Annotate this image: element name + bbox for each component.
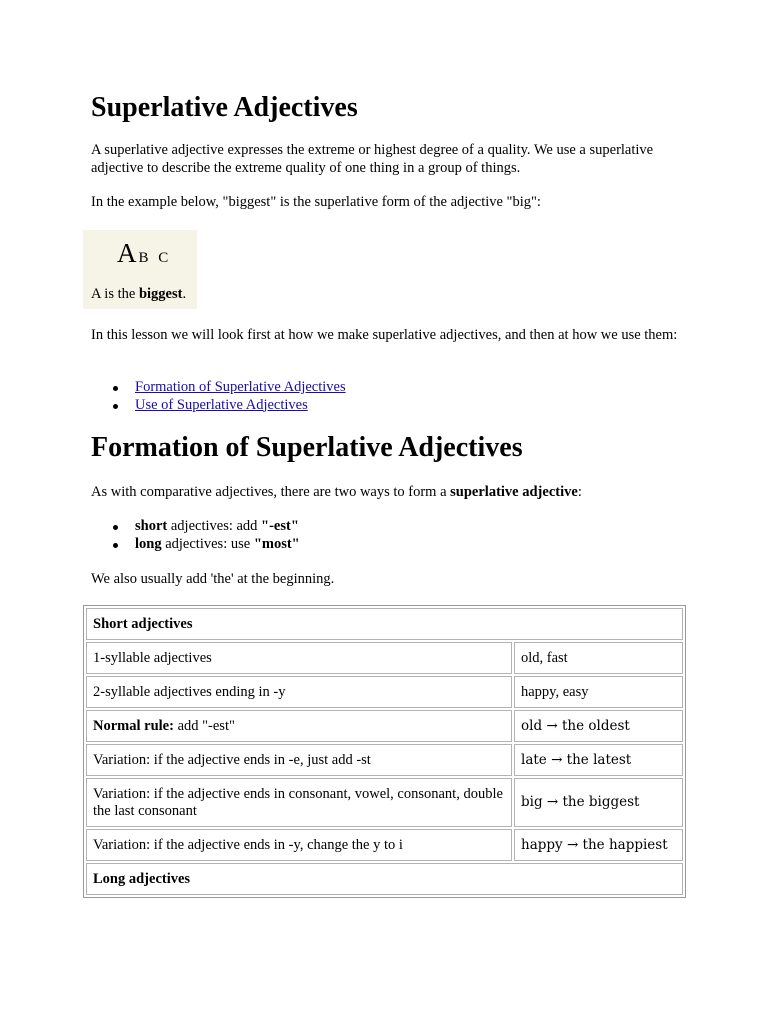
normal-rule-bold: Normal rule: <box>93 717 174 734</box>
lesson-intro-paragraph: In this lesson we will look first at how we make superlative adjectives, and then at how we use them: <box>91 327 678 343</box>
long-adjectives-header <box>86 863 683 895</box>
table-row <box>86 863 683 895</box>
intro-paragraph: A superlative adjective expresses the extreme or highest degree of a quality. We use a superlative adjective to describe the extreme quality of one thing in a group of things. <box>91 142 654 176</box>
rule-quote: "-est" <box>261 518 299 534</box>
caption-end: . <box>182 286 187 302</box>
formation-intro-paragraph <box>91 484 687 502</box>
table-cell-example: happy → the happiest <box>514 829 683 861</box>
note-paragraph: We also usually add 'the' at the beginning. <box>91 571 335 587</box>
table-cell-example: old, fast <box>514 642 683 674</box>
example-box <box>83 230 197 309</box>
table-cell-label: 1-syllable adjectives <box>86 642 512 674</box>
table-row <box>86 710 683 742</box>
table-row <box>86 608 683 640</box>
rule-bold: short <box>135 518 168 534</box>
formation-intro-end: : <box>577 484 582 500</box>
rule-text: adjectives: add <box>167 518 262 534</box>
rule-text: adjectives: use <box>161 535 254 552</box>
table-row <box>86 676 683 708</box>
example-caption <box>91 286 186 303</box>
table-cell-label: 2-syllable adjectives ending in -y <box>86 676 512 708</box>
list-item <box>91 397 346 415</box>
short-adjectives-header <box>86 608 683 640</box>
table-cell-example: happy, easy <box>514 676 683 708</box>
formation-rules-list <box>91 518 300 553</box>
example-big-letter: A <box>117 238 137 268</box>
table-row <box>86 778 683 827</box>
table-cell-label <box>86 710 512 742</box>
toc-link-formation[interactable]: Formation of Superlative Adjectives <box>135 379 346 395</box>
table-cell-label: Variation: if the adjective ends in consonant, vowel, consonant, double the last consonant <box>86 778 512 827</box>
list-item <box>91 518 300 536</box>
caption-text: A is the <box>91 286 139 302</box>
long-adjectives-label: Long adjectives <box>93 870 191 887</box>
example-intro-paragraph: In the example below, "biggest" is the superlative form of the adjective "big": <box>91 194 541 210</box>
table-row <box>86 744 683 776</box>
table-cell-example: late → the latest <box>514 744 683 776</box>
table-of-contents <box>91 379 346 414</box>
section-heading-formation: Formation of Superlative Adjectives <box>91 432 523 463</box>
example-small-letters: B C <box>138 250 172 266</box>
table-row <box>86 829 683 861</box>
formation-intro-text: As with comparative adjectives, there are two ways to form a <box>91 484 451 500</box>
toc-link-use[interactable]: Use of Superlative Adjectives <box>135 396 308 413</box>
table-cell-example: big → the biggest <box>514 778 683 827</box>
table-row <box>86 642 683 674</box>
adjectives-table <box>83 605 686 898</box>
rule-quote: "most" <box>253 535 300 552</box>
normal-rule-text: add "-est" <box>173 717 235 734</box>
list-item <box>91 536 300 554</box>
short-adjectives-label: Short adjectives <box>93 615 193 632</box>
example-letters <box>117 238 171 269</box>
page-title: Superlative Adjectives <box>91 92 358 123</box>
caption-bold: biggest <box>138 286 183 302</box>
table-cell-label: Variation: if the adjective ends in -y, change the y to i <box>86 829 512 861</box>
formation-intro-bold: superlative adjective <box>450 484 578 500</box>
table-cell-label: Variation: if the adjective ends in -e, just add -st <box>86 744 512 776</box>
table-cell-example: old → the oldest <box>514 710 683 742</box>
rule-bold: long <box>135 535 162 552</box>
list-item <box>91 379 346 397</box>
